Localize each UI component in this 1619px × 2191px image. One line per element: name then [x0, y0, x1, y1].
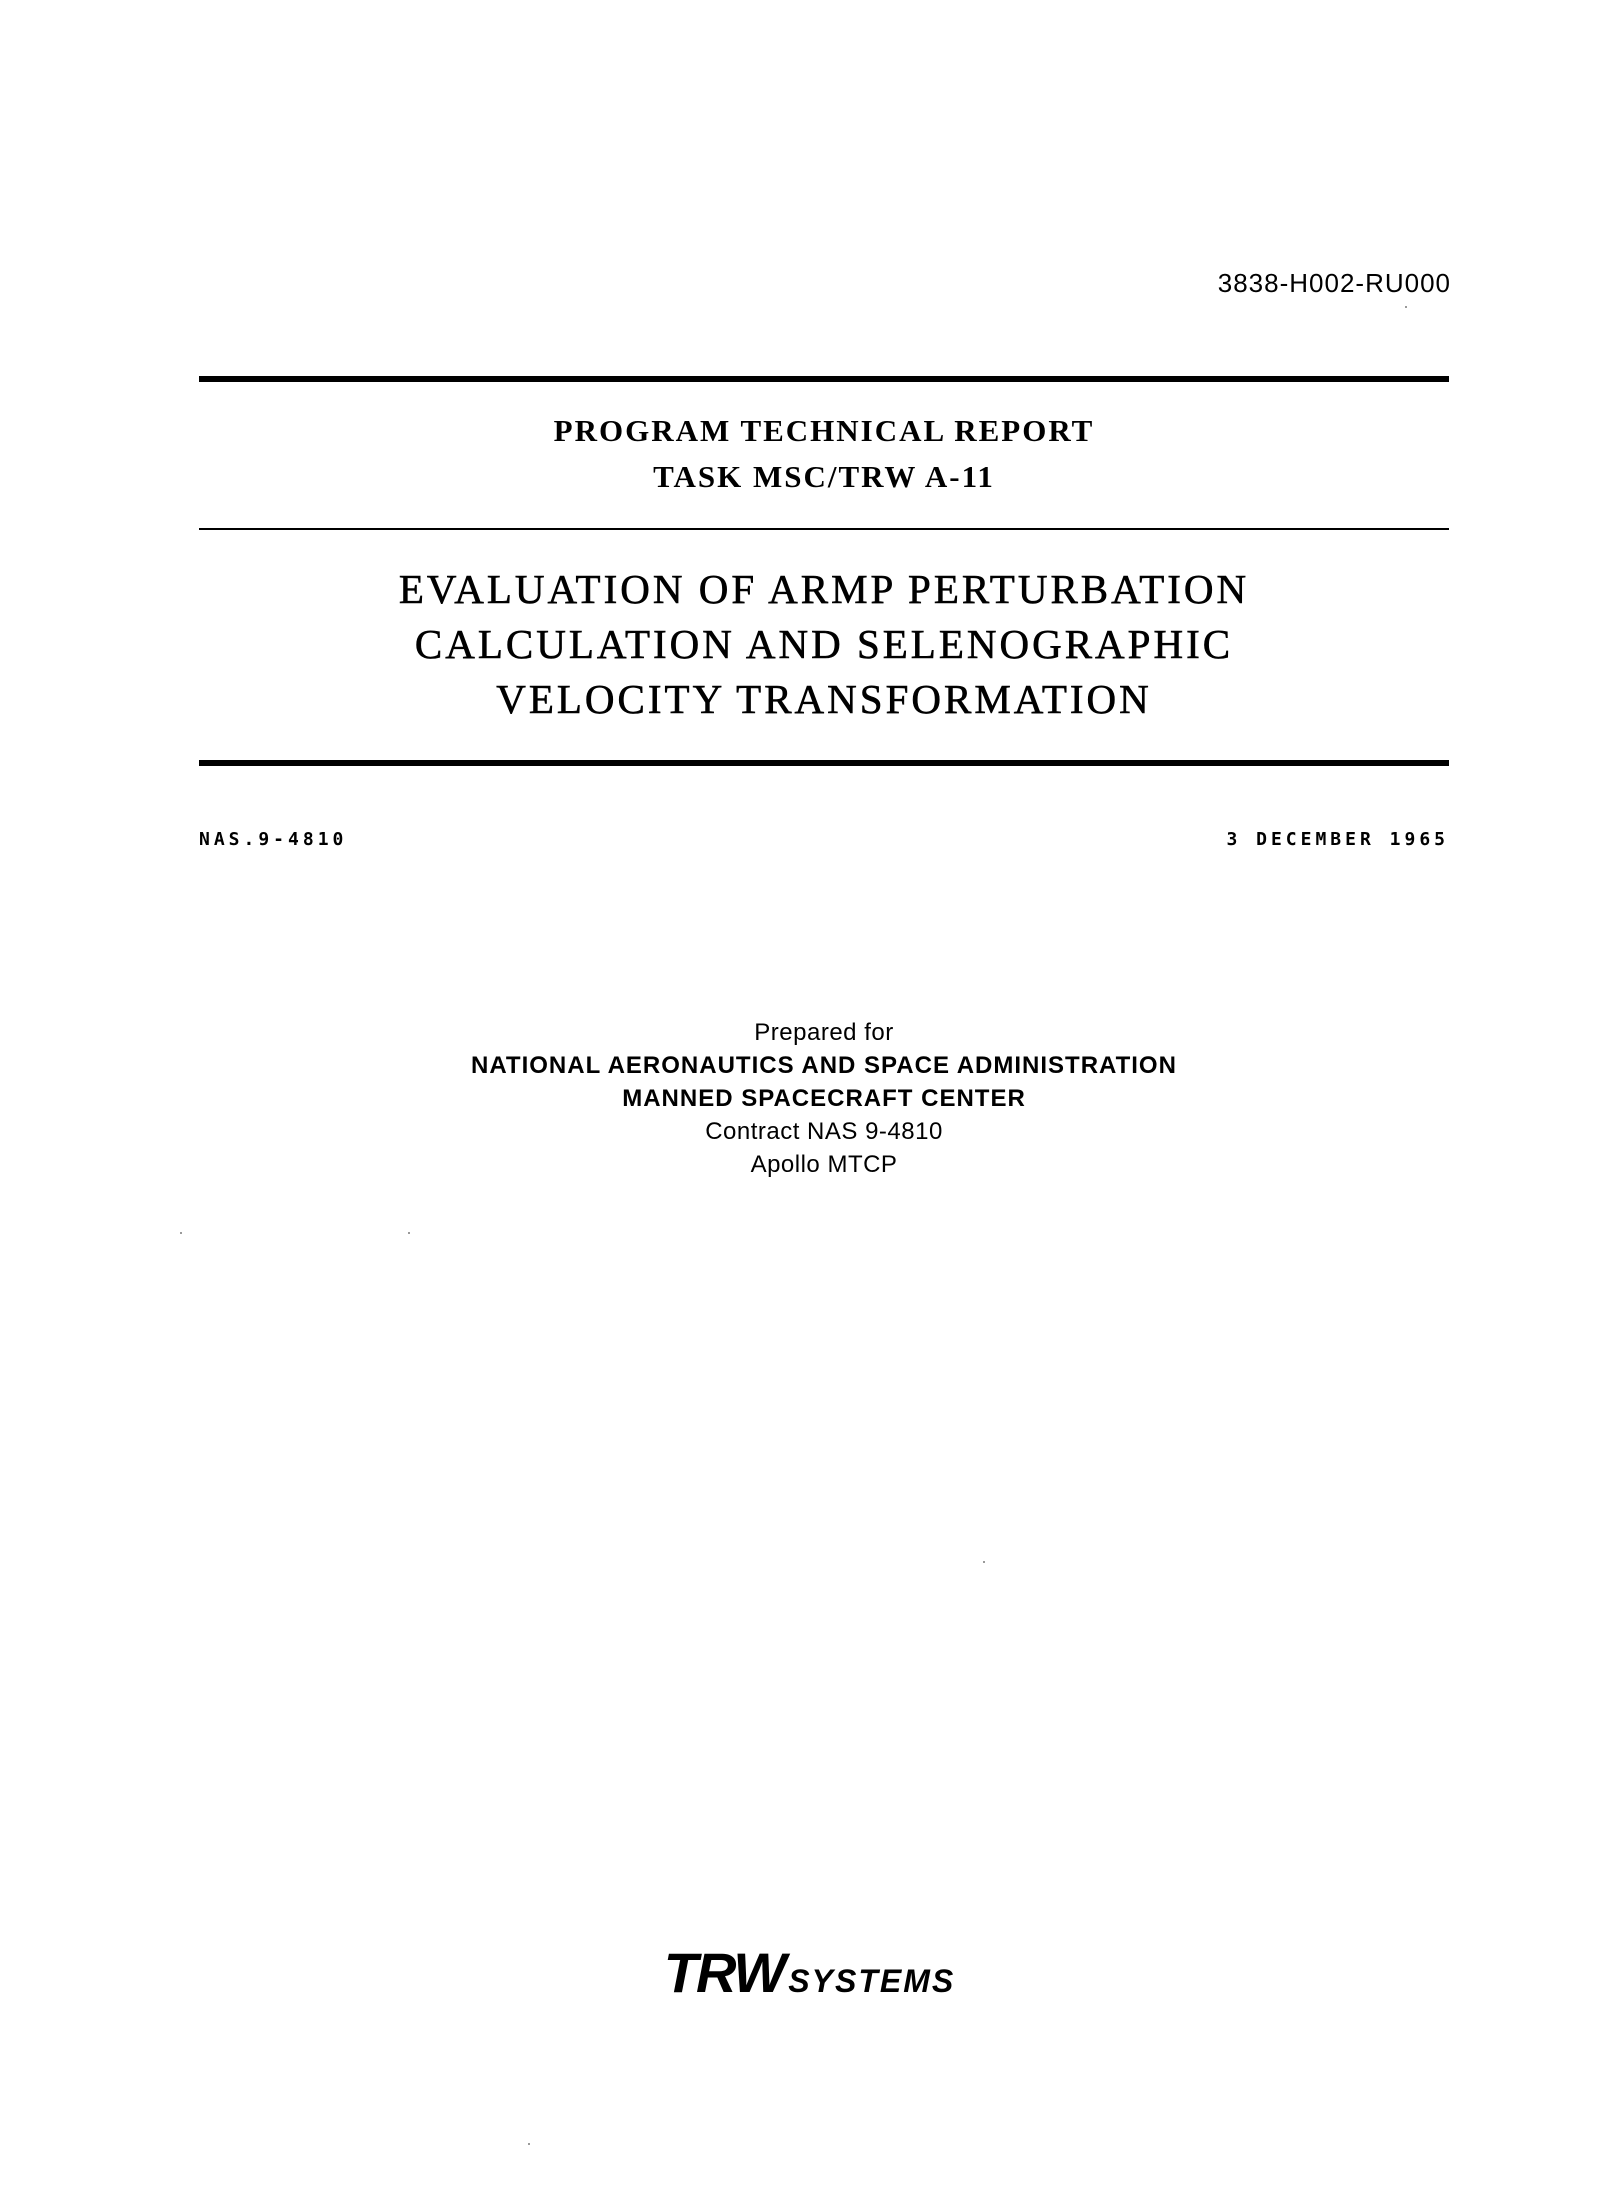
report-date: 3 DECEMBER 1965 [1226, 829, 1449, 850]
bottom-rule [199, 760, 1449, 766]
title-line: EVALUATION OF ARMP PERTURBATION [398, 566, 1250, 612]
report-title [199, 562, 1449, 727]
prepared-for-block [199, 1016, 1449, 1181]
program-line: Apollo MTCP [750, 1151, 898, 1178]
program-title: PROGRAM TECHNICAL REPORT [553, 413, 1095, 448]
document-number: 3838-H002-RU000 [1217, 268, 1451, 298]
top-rule [199, 376, 1449, 382]
scan-speck [180, 1232, 182, 1234]
scan-speck [983, 1561, 985, 1563]
title-line: CALCULATION AND SELENOGRAPHIC [414, 621, 1234, 667]
scan-speck [528, 2143, 530, 2145]
agency-name: NATIONAL AERONAUTICS AND SPACE ADMINISTRATION [471, 1052, 1177, 1079]
contract-line: Contract NAS 9-4810 [705, 1118, 943, 1145]
program-header [199, 408, 1449, 500]
logo-brand: TRW [663, 1941, 785, 2004]
contract-code: NAS.9-4810 [199, 829, 348, 850]
title-line: VELOCITY TRANSFORMATION [496, 676, 1152, 722]
scan-speck [408, 1232, 410, 1234]
center-name: MANNED SPACECRAFT CENTER [622, 1085, 1026, 1112]
task-line: TASK MSC/TRW A-11 [653, 459, 995, 494]
middle-rule [199, 528, 1449, 530]
scan-speck [1405, 306, 1407, 308]
trw-systems-logo [0, 1940, 1619, 2005]
prepared-for-label: Prepared for [754, 1019, 894, 1046]
logo-division: SYSTEMS [788, 1963, 956, 1999]
